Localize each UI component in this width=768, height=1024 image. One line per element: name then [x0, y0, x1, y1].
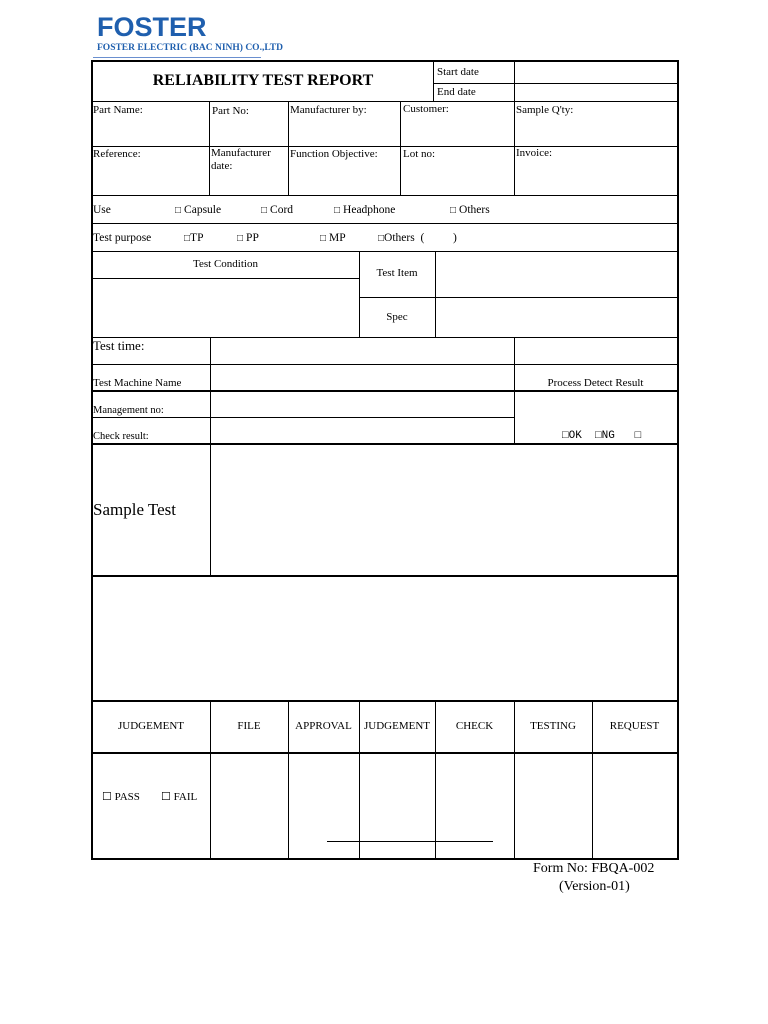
divider [92, 443, 677, 445]
test-machine-label: Test Machine Name [93, 377, 182, 389]
foster-logo: FOSTER [97, 12, 207, 42]
lot-no-label: Lot no: [403, 148, 436, 160]
frame-left [91, 60, 93, 860]
function-objective-label: Function Objective: [290, 148, 378, 160]
purpose-option-others[interactable]: □Others ( ) [378, 232, 457, 244]
divider [92, 337, 677, 338]
test-item-label: Test Item [376, 267, 418, 279]
header-check: CHECK [455, 720, 494, 732]
checkbox-icon[interactable]: □ [378, 233, 385, 244]
frame-bottom [91, 858, 678, 860]
divider [92, 146, 677, 147]
divider [209, 101, 210, 195]
part-name-label: Part Name: [93, 104, 143, 116]
frame-top [91, 60, 678, 62]
divider [433, 61, 434, 102]
spec-label: Spec [386, 311, 408, 323]
manufacturer-date-label: Manufacturer date: [211, 147, 271, 172]
management-no-label: Management no: [93, 405, 164, 416]
signature-line [327, 841, 493, 842]
form-number: Form No: FBQA-002 [533, 861, 655, 876]
fail-option[interactable]: ☐ FAIL [161, 791, 198, 803]
header-judgement: JUDGEMENT [118, 720, 184, 732]
checkbox-icon[interactable]: □ [184, 233, 191, 244]
sample-test-label: Sample Test [93, 500, 177, 519]
divider [92, 390, 677, 392]
header-approval: APPROVAL [295, 720, 352, 732]
company-name: FOSTER ELECTRIC (BAC NINH) CO.,LTD [97, 43, 283, 53]
part-no-label: Part No: [212, 105, 249, 117]
report-title: RELIABILITY TEST REPORT [152, 72, 374, 89]
checkbox-icon[interactable]: □ [261, 205, 268, 216]
divider [92, 364, 677, 365]
invoice-label: Invoice: [516, 147, 553, 159]
divider [210, 444, 211, 576]
divider [400, 101, 401, 195]
pass-option[interactable]: ☐ PASS [102, 791, 140, 803]
divider [92, 752, 677, 754]
use-option-capsule[interactable]: □ Capsule [175, 204, 222, 216]
divider [514, 101, 515, 195]
sample-qty-label: Sample Q'ty: [516, 104, 574, 116]
header-testing: TESTING [530, 720, 576, 732]
divider [92, 417, 210, 418]
manufacturer-by-label: Manufacturer by: [290, 104, 367, 116]
divider [359, 297, 677, 298]
checkbox-icon[interactable]: □ [334, 205, 341, 216]
ng-option: NG [601, 430, 615, 442]
form-version: (Version-01) [559, 879, 630, 894]
logo-underline [93, 57, 261, 58]
checkbox-icon[interactable]: □ [595, 430, 602, 442]
use-option-others[interactable]: □ Others [450, 204, 490, 216]
ok-option: OK [568, 430, 582, 442]
divider [433, 83, 677, 84]
divider [92, 101, 677, 102]
test-purpose-label: Test purpose [93, 232, 152, 244]
purpose-option-pp[interactable]: □ PP [237, 232, 259, 244]
test-time-label: Test time: [93, 338, 145, 353]
checkbox-icon[interactable]: ☐ [102, 791, 112, 803]
purpose-option-mp[interactable]: □ MP [320, 232, 346, 244]
checkbox-icon[interactable]: ☐ [161, 791, 171, 803]
test-condition-label: Test Condition [193, 258, 258, 270]
divider [92, 700, 677, 702]
divider [92, 223, 677, 224]
result-options[interactable] [562, 430, 641, 443]
divider [92, 575, 677, 577]
checkbox-icon[interactable]: □ [320, 233, 327, 244]
header-request: REQUEST [609, 720, 660, 732]
divider [435, 251, 436, 337]
start-date-label: Start date [437, 66, 479, 78]
divider [92, 195, 677, 196]
checkbox-icon[interactable]: □ [175, 205, 182, 216]
divider [514, 61, 515, 102]
header-file: FILE [237, 720, 261, 732]
divider [92, 251, 677, 252]
purpose-option-tp[interactable]: □TP [184, 232, 204, 244]
divider [359, 251, 360, 337]
checkbox-icon[interactable]: □ [450, 205, 457, 216]
divider [92, 278, 359, 279]
header-judgement-2: JUDGEMENT [364, 720, 430, 732]
use-option-cord[interactable]: □ Cord [261, 204, 294, 216]
use-label: Use [93, 204, 111, 216]
checkbox-icon[interactable]: □ [634, 430, 642, 442]
checkbox-icon[interactable]: □ [562, 430, 569, 442]
divider [288, 101, 289, 195]
end-date-label: End date [437, 86, 476, 98]
frame-right [677, 60, 679, 860]
customer-label: Customer: [403, 103, 449, 115]
reference-label: Reference: [93, 148, 141, 160]
process-detect-result-label: Process Detect Result [547, 377, 644, 389]
use-option-headphone[interactable]: □ Headphone [334, 204, 396, 216]
checkbox-icon[interactable]: □ [237, 233, 244, 244]
divider [210, 417, 514, 418]
check-result-label: Check result: [93, 431, 149, 442]
